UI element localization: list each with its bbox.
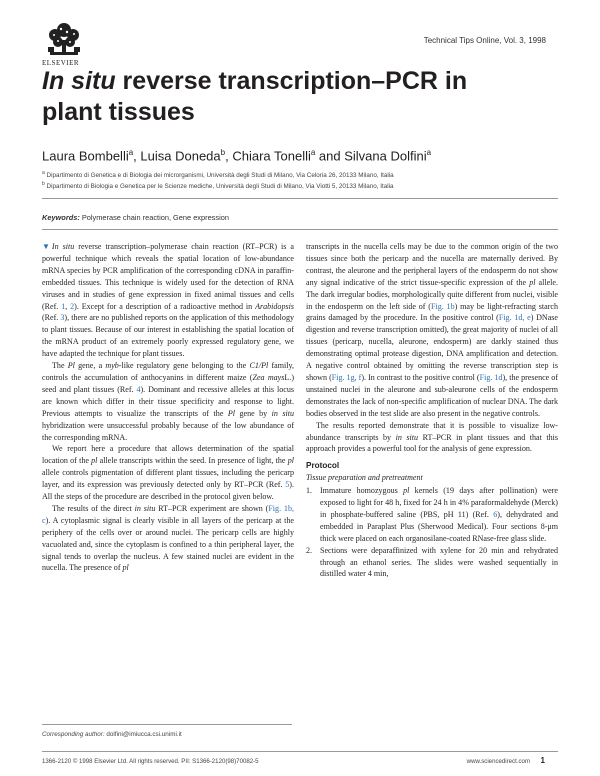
protocol-subheading: Tissue preparation and pretreatment	[306, 473, 423, 483]
italic-term: Pl	[227, 408, 236, 418]
reference-link[interactable]: 4	[136, 384, 141, 394]
text-run: -like regulatory gene belonging to the	[118, 361, 250, 371]
text-run: gene, a	[74, 361, 106, 371]
footer-divider	[42, 751, 558, 752]
figure-link[interactable]: Fig. 1g, f	[331, 372, 362, 382]
figure-link[interactable]: Fig. 1b	[430, 301, 455, 311]
elsevier-tree-icon	[44, 20, 84, 58]
italic-term: pl	[287, 456, 294, 466]
title-line2: plant tissues	[42, 98, 195, 126]
text-run: The results reported demonstrate that it is possible to visualize low-abundance transcripts by	[306, 420, 558, 442]
text-run: allele controls pigmentation of different plant tissues, including the pericarp layer, and its expression was previously detected only by RT–PCR (Ref.	[42, 468, 294, 490]
italic-term: C1/Pl	[249, 361, 269, 371]
italic-term: myb	[105, 361, 119, 371]
section-marker-icon: ▼	[42, 242, 52, 251]
author-separator: ,	[225, 148, 233, 164]
title-line1-rest: reverse transcription–PCR in	[115, 67, 468, 95]
italic-term: pl	[403, 486, 410, 496]
author-affiliation-mark: b	[220, 148, 226, 157]
text-run: RT–PCR experiment are shown (	[155, 503, 269, 513]
author-list	[42, 148, 431, 163]
italic-term: in situ	[134, 503, 156, 513]
corresponding-author	[42, 731, 182, 738]
author-email[interactable]: dolfini@imiucca.csi.unimi.it	[106, 731, 182, 738]
author-affiliation-mark: a	[310, 148, 316, 157]
list-item	[306, 545, 558, 581]
text-run: hybridization were unsuccessful probably because of the low abundance of the corresponding mRNA.	[42, 420, 294, 442]
page-number: 1	[540, 756, 545, 765]
text-run: The	[52, 361, 68, 371]
text-run: ). A cytoplasmic signal is clearly visible in all layers of the pericarp at the periphery of the cells over or around nuclei. The pericarp cells are highly vacuolated and, since the cytoplasm is confined to a thin peripheral layer, the signal tends to overlap the nucleus. A few stained nuclei are evident in the nucella. The presence of	[42, 515, 294, 573]
footnote-label: Corresponding author:	[42, 731, 105, 738]
text-run: ), the presence of unstained nuclei in the aleurone and sub-aleurone cells of the endosperm demonstrates the lack of non-specific amplification of nuclear DNA. The dark bodies observed in the test slide are also present in the negative controls.	[306, 372, 558, 418]
protocol-heading: Protocol	[306, 461, 340, 471]
list-item	[306, 485, 558, 545]
text-run: We report here a procedure that allows determination of the spatial location of the	[42, 444, 294, 466]
italic-term: pl	[529, 277, 536, 287]
text-run: ,	[65, 301, 71, 311]
author-separator: and	[315, 148, 345, 164]
author-name: Silvana Dolfini	[344, 148, 427, 164]
affiliation-mark: a	[42, 170, 45, 176]
italic-term: pl	[122, 563, 129, 573]
body-paragraph	[42, 360, 294, 443]
reference-link[interactable]: 3	[60, 313, 65, 323]
text-run: family, controls the accumulation of anthocyanins in different maize (	[42, 361, 294, 382]
author-separator: ,	[133, 148, 141, 164]
text-run: allele. The dark irregular bodies, morphologically quite different from nuclei, visible in the endosperm on the left side of (	[306, 277, 558, 311]
italic-term: in situ	[395, 432, 419, 442]
reference-link[interactable]: 6	[493, 509, 498, 519]
body-paragraph	[306, 241, 558, 420]
text-run: RT–PCR in plant tissues and that this approach provides a powerful tool for the analysis of gene expression.	[306, 432, 558, 454]
text-run: ) DNase digestion and reverse transcription omitted), the great majority of nuclei of all tissues (pericarp, nucella, aleurone, endosperm) are darkly stained thus demonstrating optimal protease digestion, DNA amplification and detection. A negative control obtained by omitting the reverse transcription step is shown (	[306, 313, 558, 382]
keywords-text: Polymerase chain reaction, Gene expression	[81, 213, 229, 222]
affiliation	[42, 181, 394, 190]
right-column	[306, 241, 558, 580]
publisher-logo	[42, 20, 90, 67]
step-number: 2.	[306, 545, 313, 555]
text-run: ). All the steps of the procedure are described in the protocol given below.	[42, 480, 294, 502]
body-paragraph	[42, 443, 294, 503]
reference-link[interactable]: 5	[285, 480, 290, 490]
italic-term: Zea mays	[252, 372, 285, 382]
title-italic: In situ	[42, 67, 116, 95]
author-name: Luisa Doneda	[140, 148, 221, 164]
text-run: ) may be light-refracting starch grains damaged by the procedure. In the positive control (	[306, 301, 558, 323]
italic-term: Pl	[67, 361, 75, 371]
text-run: ). Dominant and recessive alleles at this locus are known which differ in their tissue specificity and response to light. Previous attempts to visualize the transcripts of the	[42, 384, 294, 418]
body-paragraph	[306, 420, 558, 456]
reference-link[interactable]: 1	[61, 301, 66, 311]
affiliation-text: Dipartimento di Biologia e Genetica per le Scienze mediche, Università degli Studi di Milano, Via Viotti 5, 20133 Milano, Italia	[46, 183, 394, 191]
italic-term: in situ	[271, 408, 294, 418]
text-run: ). In contrast to the positive control (	[361, 372, 480, 382]
text-run: kernels (19 days after pollination) were exposed to light for 48 h, fixed for 24 h in 4% paraformaldehyde (Merck) in phosphate-buffered saline (PBS, pH 11) (Ref.	[320, 486, 558, 519]
divider	[42, 198, 558, 199]
affiliation-text: Dipartimento di Genetica e di Biologia dei microrganismi, Università degli Studi di Milano, Via Celoria 26, 20133 Milano, Italia	[46, 172, 394, 180]
text-run: reverse transcription–polymerase chain reaction (RT–PCR) is a powerful technique which reveals the spatial location of low-abundance mRNA species by PCR amplification of the corresponding cDNA in paraffin-embedded tissues. This technique is widely used for the detection of RNA viruses and in studies of gene expression in fixed animal tissues and cells (Ref.	[42, 242, 295, 311]
text-run: ). Except for a description of a radioactive method in	[74, 301, 256, 311]
copyright-line: 1366-2120 © 1998 Elsevier Ltd. All rights reserved. PII: S1366-2120(98)70082-5	[42, 758, 259, 765]
italic-term: Arabidopsis	[255, 301, 294, 311]
affiliation	[42, 170, 394, 179]
figure-link[interactable]: Fig. 1b, c	[42, 503, 294, 525]
text-run: (Ref.	[42, 313, 61, 323]
figure-link[interactable]: Fig. 1d	[479, 372, 503, 382]
step-number: 1.	[306, 486, 313, 496]
text-run: ), there are no published reports on the application of this methodology to plant tissues. Because of our interest in establishing the spatial location of the mRNA product of an extremely poorly expressed regulatory gene, we have adapted the technique for plant tissues.	[42, 313, 294, 359]
text-run: Sections were deparaffinized with xylene for 20 min and rehydrated through an ethanol series. The slides were washed sequentially in distilled water 4 min,	[320, 545, 558, 579]
article-title	[42, 66, 562, 128]
text-run: allele transcripts within the seed. In presence of light, the	[97, 456, 288, 466]
author-name: Chiara Tonelli	[232, 148, 311, 164]
text-run: Immature homozygous	[320, 486, 404, 496]
logo-wordmark: ELSEVIER	[42, 59, 80, 67]
text-run: gene by	[235, 408, 272, 418]
italic-term: pl	[91, 456, 98, 466]
author-name: Laura Bombelli	[42, 148, 129, 164]
divider	[42, 229, 558, 230]
text-run: L.) seed and plant tissues (Ref.	[42, 372, 294, 394]
text-run: The results of the direct	[52, 503, 135, 513]
reference-link[interactable]: 2	[70, 301, 75, 311]
text-run: ), dehydrated and embedded in Paraplast Plus (Sherwood Medical). Four sections 8-μm thick were placed on each organosilane-coated RNase-free glass slide.	[320, 509, 558, 543]
italic-term: In situ	[51, 242, 75, 251]
footnote-divider	[42, 724, 292, 725]
left-column	[42, 241, 294, 574]
author-affiliation-mark: a	[426, 148, 432, 157]
keywords	[42, 213, 229, 222]
affiliation-mark: b	[42, 181, 45, 187]
keywords-label: Keywords:	[42, 213, 80, 222]
text-run: transcripts in the nucella cells may be due to the common origin of the two tissues since both the pericarp and the nucella are maternally derived. By contrast, the aleurone and the peripheral layers of the endosperm do not show any signal indicative of the strict tissue-specific expression of the	[306, 242, 558, 287]
body-paragraph	[42, 503, 294, 574]
body-paragraph	[42, 241, 294, 360]
publisher-url[interactable]: www.sciencedirect.com	[466, 758, 530, 765]
protocol-steps	[306, 485, 558, 580]
journal-citation: Technical Tips Online, Vol. 3, 1998	[423, 36, 546, 45]
figure-link[interactable]: Fig. 1d, e	[498, 313, 531, 323]
author-affiliation-mark: a	[128, 148, 134, 157]
